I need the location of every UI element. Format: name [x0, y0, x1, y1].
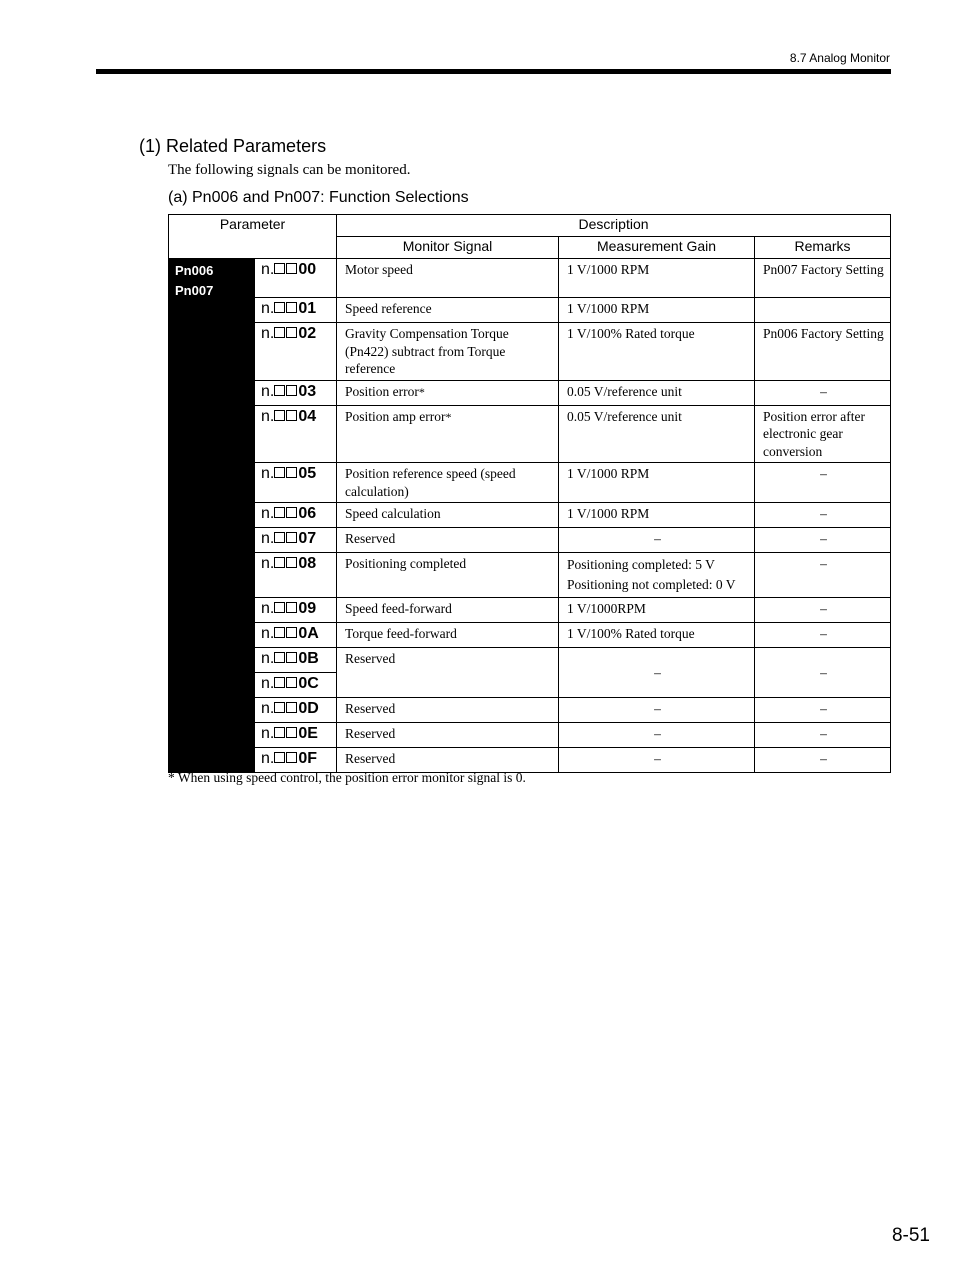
setting-code: 06	[298, 505, 317, 522]
remarks-cell: –	[755, 503, 891, 528]
measurement-gain-cell: –	[559, 698, 755, 723]
setting-prefix: n.	[261, 555, 275, 572]
placeholder-box-icon	[274, 467, 285, 478]
measurement-gain-cell: 1 V/100% Rated torque	[559, 623, 755, 648]
setting-prefix: n.	[261, 465, 275, 482]
footnote-mark: *	[418, 384, 425, 399]
monitor-signal-cell: Motor speed	[337, 259, 559, 298]
setting-prefix: n.	[261, 382, 275, 400]
header-rule	[96, 69, 891, 74]
setting-code: 05	[298, 465, 317, 482]
setting-code: 0F	[298, 750, 318, 767]
setting-cell	[255, 698, 337, 723]
setting-prefix: n.	[261, 725, 275, 742]
setting-cell	[255, 623, 337, 648]
table-row	[169, 463, 891, 503]
placeholder-box-icon	[274, 627, 285, 638]
monitor-signal-cell: Reserved	[337, 528, 559, 553]
setting-code: 0E	[298, 725, 318, 742]
setting-prefix: n.	[261, 700, 275, 717]
remarks-cell: –	[755, 380, 891, 405]
monitor-signal-cell: Torque feed-forward	[337, 623, 559, 648]
measurement-gain-cell: 1 V/100% Rated torque	[559, 323, 755, 381]
table-row	[169, 623, 891, 648]
measurement-gain-cell: 1 V/1000RPM	[559, 598, 755, 623]
setting-code: 09	[298, 600, 317, 617]
remarks-cell: Pn007 Factory Setting	[755, 259, 891, 298]
measurement-gain-cell: –	[559, 648, 755, 698]
measurement-gain-cell: 0.05 V/reference unit	[559, 380, 755, 405]
table-row	[169, 598, 891, 623]
setting-prefix: n.	[261, 650, 275, 667]
page-number: 8-51	[891, 1225, 930, 1246]
footnote-mark: *	[445, 409, 452, 424]
table-row	[169, 698, 891, 723]
placeholder-box-icon	[274, 727, 285, 738]
placeholder-box-icon	[286, 652, 297, 663]
table-row	[169, 723, 891, 748]
table-row	[169, 748, 891, 773]
setting-cell	[255, 503, 337, 528]
monitor-signal-cell: Gravity Compensation Torque (Pn422) subtract from Torque reference	[337, 323, 559, 381]
setting-cell	[255, 463, 337, 503]
setting-code: 03	[298, 382, 317, 400]
setting-code: 07	[298, 530, 317, 547]
placeholder-box-icon	[274, 327, 285, 338]
measurement-gain-cell: 1 V/1000 RPM	[559, 463, 755, 503]
setting-cell	[255, 748, 337, 773]
table-row	[169, 528, 891, 553]
setting-code: 0C	[298, 675, 319, 692]
placeholder-box-icon	[286, 702, 297, 713]
monitor-signal-cell: Reserved	[337, 748, 559, 773]
monitor-signal-cell: Reserved	[337, 698, 559, 723]
setting-cell	[255, 553, 337, 598]
setting-cell	[255, 405, 337, 463]
remarks-cell: Position error after electronic gear conversion	[755, 405, 891, 463]
table-row	[169, 553, 891, 598]
table-row	[169, 259, 891, 298]
parameter-cell	[169, 259, 255, 773]
header-measurement-gain: Measurement Gain	[559, 237, 755, 259]
setting-cell	[255, 380, 337, 405]
setting-cell	[255, 648, 337, 673]
remarks-cell: Pn006 Factory Setting	[755, 323, 891, 381]
monitor-signal-cell: Reserved	[337, 723, 559, 748]
measurement-gain-cell: –	[559, 723, 755, 748]
placeholder-box-icon	[286, 467, 297, 478]
remarks-cell	[755, 298, 891, 323]
remarks-cell: –	[755, 598, 891, 623]
remarks-cell: –	[755, 723, 891, 748]
placeholder-box-icon	[274, 557, 285, 568]
table-row	[169, 503, 891, 528]
table-row	[169, 323, 891, 381]
placeholder-box-icon	[286, 410, 297, 421]
remarks-cell: –	[755, 648, 891, 698]
setting-prefix: n.	[261, 625, 275, 642]
placeholder-box-icon	[274, 702, 285, 713]
setting-cell	[255, 673, 337, 698]
monitor-signal-cell: Position reference speed (speed calculation)	[337, 463, 559, 503]
placeholder-box-icon	[286, 752, 297, 763]
table-row	[169, 380, 891, 405]
placeholder-box-icon	[286, 532, 297, 543]
monitor-signal-cell	[337, 380, 559, 405]
setting-code: 01	[298, 300, 317, 317]
parameter-table	[168, 214, 891, 773]
monitor-signal-cell: Positioning completed	[337, 553, 559, 598]
gain-completed: Positioning completed: 5 V	[567, 557, 715, 572]
setting-code: 08	[298, 555, 317, 572]
placeholder-box-icon	[286, 677, 297, 688]
placeholder-box-icon	[286, 302, 297, 313]
measurement-gain-cell	[559, 553, 755, 598]
setting-cell	[255, 598, 337, 623]
table-row	[169, 405, 891, 463]
remarks-cell: –	[755, 463, 891, 503]
measurement-gain-cell: –	[559, 528, 755, 553]
placeholder-box-icon	[274, 677, 285, 688]
remarks-cell: –	[755, 623, 891, 648]
placeholder-box-icon	[274, 385, 285, 396]
monitor-signal-cell: Speed feed-forward	[337, 598, 559, 623]
parameter-pn007: Pn007	[175, 283, 214, 298]
table-row	[169, 648, 891, 673]
setting-prefix: n.	[261, 325, 275, 342]
header-monitor-signal: Monitor Signal	[337, 237, 559, 259]
setting-prefix: n.	[261, 530, 275, 547]
footnote: * When using speed control, the position error monitor signal is 0.	[168, 770, 526, 785]
monitor-signal-cell: Reserved	[337, 648, 559, 698]
setting-cell	[255, 259, 337, 298]
setting-code: 04	[298, 407, 317, 425]
placeholder-box-icon	[274, 532, 285, 543]
section-heading: (1) Related Parameters	[139, 136, 327, 156]
placeholder-box-icon	[274, 507, 285, 518]
placeholder-box-icon	[274, 752, 285, 763]
placeholder-box-icon	[286, 602, 297, 613]
section-header: 8.7 Analog Monitor	[789, 51, 890, 65]
placeholder-box-icon	[274, 410, 285, 421]
placeholder-box-icon	[274, 602, 285, 613]
placeholder-box-icon	[286, 327, 297, 338]
placeholder-box-icon	[286, 557, 297, 568]
intro-text: The following signals can be monitored.	[168, 162, 411, 178]
parameter-pn006: Pn006	[175, 263, 214, 278]
setting-cell	[255, 298, 337, 323]
setting-prefix: n.	[261, 750, 275, 767]
monitor-signal-cell	[337, 405, 559, 463]
setting-code: 0D	[298, 700, 319, 717]
remarks-cell: –	[755, 528, 891, 553]
monitor-signal-text: Position amp error	[345, 408, 446, 424]
setting-prefix: n.	[261, 300, 275, 317]
monitor-signal-cell: Speed reference	[337, 298, 559, 323]
header-parameter: Parameter	[169, 215, 337, 259]
placeholder-box-icon	[286, 727, 297, 738]
remarks-cell: –	[755, 698, 891, 723]
setting-prefix: n.	[261, 600, 275, 617]
measurement-gain-cell: –	[559, 748, 755, 773]
remarks-cell: –	[755, 748, 891, 773]
placeholder-box-icon	[286, 385, 297, 396]
setting-prefix: n.	[261, 407, 275, 425]
setting-prefix: n.	[261, 505, 275, 522]
setting-code: 0A	[298, 625, 319, 642]
gain-not-completed: Positioning not completed: 0 V	[567, 577, 736, 592]
setting-prefix: n.	[261, 261, 275, 278]
placeholder-box-icon	[274, 302, 285, 313]
setting-code: 00	[298, 261, 317, 278]
monitor-signal-text: Position error	[345, 383, 419, 399]
header-remarks: Remarks	[755, 237, 891, 259]
monitor-signal-cell: Speed calculation	[337, 503, 559, 528]
setting-cell	[255, 723, 337, 748]
placeholder-box-icon	[274, 263, 285, 274]
remarks-cell: –	[755, 553, 891, 598]
measurement-gain-cell: 1 V/1000 RPM	[559, 298, 755, 323]
setting-cell	[255, 323, 337, 381]
table-row	[169, 298, 891, 323]
setting-code: 02	[298, 325, 317, 342]
header-description: Description	[337, 215, 891, 237]
placeholder-box-icon	[286, 507, 297, 518]
placeholder-box-icon	[274, 652, 285, 663]
subsection-heading: (a) Pn006 and Pn007: Function Selections	[168, 189, 469, 206]
setting-prefix: n.	[261, 675, 275, 692]
measurement-gain-cell: 1 V/1000 RPM	[559, 259, 755, 298]
setting-code: 0B	[298, 650, 319, 667]
measurement-gain-cell: 0.05 V/reference unit	[559, 405, 755, 463]
measurement-gain-cell: 1 V/1000 RPM	[559, 503, 755, 528]
placeholder-box-icon	[286, 263, 297, 274]
setting-cell	[255, 528, 337, 553]
placeholder-box-icon	[286, 627, 297, 638]
